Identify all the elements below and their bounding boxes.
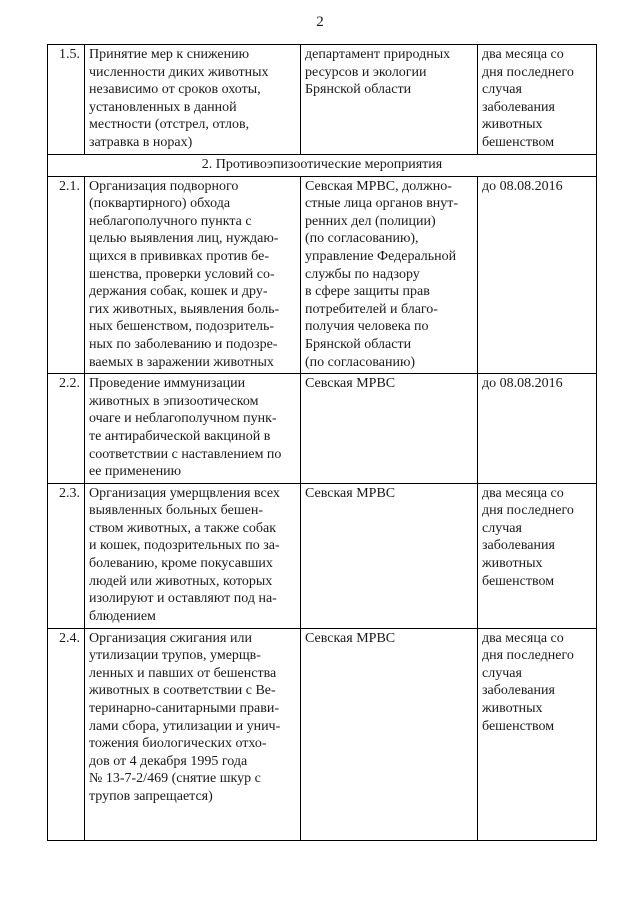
deadline-cell-line: бешенством: [482, 573, 555, 589]
row-number: 1.5.: [48, 45, 85, 155]
measure-cell-line: очаге и неблагополучном пунк-: [89, 411, 277, 427]
deadline-cell: [478, 374, 597, 484]
executor-cell-line: управление Федеральной: [305, 248, 457, 264]
deadline-cell-line: два месяца со: [482, 47, 564, 62]
measures-table-body: [48, 45, 597, 841]
measure-cell-line: ством животных, а также собак: [89, 520, 277, 536]
executor-cell-line: стные лица органов внут-: [305, 196, 459, 212]
executor-cell-line: Брянской области: [305, 336, 412, 352]
measure-cell-line: ее применению: [89, 464, 182, 480]
executor-cell-line: в сфере защиты прав: [305, 284, 430, 300]
measure-cell-line: животных в соответствии с Ве-: [89, 683, 276, 699]
deadline-cell: [478, 628, 597, 840]
executor-cell-line: (по согласованию): [305, 354, 416, 370]
measure-cell-line: животных в эпизоотическом: [89, 393, 259, 409]
deadline-cell: [478, 45, 597, 155]
executor-cell-line: Севская МРВС, должно-: [305, 178, 452, 194]
executor-cell-line: службы по надзору: [305, 266, 420, 282]
deadline-cell-line: животных: [482, 701, 543, 717]
measure-cell-line: и кошек, подозрительных по за-: [89, 538, 280, 554]
deadline-cell-line: дня последнего: [482, 503, 574, 519]
measure-cell-line: ных бешенством, подозритель-: [89, 319, 275, 335]
measure-cell-line: установленных в данной: [89, 99, 237, 115]
measure-cell-line: выявленных больных бешен-: [89, 503, 263, 519]
executor-cell: [301, 374, 478, 484]
measure-cell-line: дов от 4 декабря 1995 года: [89, 753, 248, 769]
measure-cell-line: ваемых в заражении животных: [89, 354, 274, 370]
measure-cell-line: Принятие мер к снижению: [89, 47, 250, 62]
executor-cell-line: Брянской области: [305, 82, 412, 98]
measure-cell: [85, 45, 301, 155]
row-number: 2.4.: [48, 628, 85, 840]
measure-cell-line: неблагополучного пункта с: [89, 213, 252, 229]
measure-cell-line: местности (отстрел, отлов,: [89, 117, 250, 133]
deadline-cell-line: случая: [482, 665, 522, 681]
deadline-cell-line: заболевания: [482, 683, 555, 699]
measure-cell-line: держания собак, кошек и дру-: [89, 284, 268, 300]
measure-cell-line: численности диких животных: [89, 64, 269, 80]
executor-cell-line: получия человека по: [305, 319, 429, 335]
executor-cell: [301, 483, 478, 628]
executor-cell-line: Севская МРВС: [305, 376, 396, 392]
measure-cell-line: ных по заболеванию и подозре-: [89, 336, 278, 352]
measure-cell-line: целью выявления лиц, нуждаю-: [89, 231, 279, 247]
executor-cell: [301, 628, 478, 840]
measure-cell-line: щихся в прививках против бе-: [89, 248, 269, 264]
executor-cell-line: департамент природных: [305, 47, 451, 62]
executor-cell: [301, 45, 478, 155]
measure-cell-line: ленных и павших от бешенства: [89, 665, 277, 681]
executor-cell-line: ренних дел (полиции): [305, 213, 436, 229]
measure-cell-line: № 13-7-2/469 (снятие шкур с: [89, 771, 261, 787]
measure-cell-line: тожения биологических отхо-: [89, 736, 267, 752]
measure-cell-line: (поквартирного) обхода: [89, 196, 231, 212]
measure-cell-line: те антирабической вакциной в: [89, 428, 271, 444]
deadline-cell-line: до 08.08.2016: [482, 376, 563, 392]
measure-cell-line: утилизации трупов, умерщв-: [89, 648, 261, 664]
deadline-cell-line: случая: [482, 82, 522, 98]
measure-cell: [85, 176, 301, 374]
row-number: 2.2.: [48, 374, 85, 484]
section-title: 2. Противоэпизоотические мероприятия: [48, 155, 597, 177]
row-number: 2.1.: [48, 176, 85, 374]
executor-cell-line: Севская МРВС: [305, 485, 396, 501]
executor-cell: [301, 176, 478, 374]
deadline-cell-line: заболевания: [482, 99, 555, 115]
deadline-cell-line: случая: [482, 520, 522, 536]
deadline-cell-line: дня последнего: [482, 64, 574, 80]
deadline-cell-line: бешенством: [482, 134, 555, 150]
deadline-cell: [478, 483, 597, 628]
measure-cell-line: блюдением: [89, 608, 156, 624]
table-row: [48, 628, 597, 840]
row-number: 2.3.: [48, 483, 85, 628]
measure-cell-line: теринарно-санитарными прави-: [89, 701, 279, 717]
measure-cell: [85, 483, 301, 628]
measure-cell-line: соответствии с наставлением по: [89, 446, 282, 462]
deadline-cell-line: животных: [482, 117, 543, 133]
measure-cell-line: шенства, проверки условий со-: [89, 266, 275, 282]
page-number: 2: [316, 14, 324, 30]
measure-cell-line: Проведение иммунизации: [89, 376, 246, 392]
deadline-cell-line: два месяца со: [482, 485, 564, 501]
executor-cell-line: (по согласованию),: [305, 231, 419, 247]
measure-cell: [85, 374, 301, 484]
executor-cell-line: Севская МРВС: [305, 630, 396, 646]
measure-cell-line: изолируют и оставляют под на-: [89, 591, 277, 607]
table-row: [48, 483, 597, 628]
deadline-cell: [478, 176, 597, 374]
section-header-row: [48, 155, 597, 177]
measure-cell-line: Организация умерщвления всех: [89, 485, 280, 501]
measure-cell-line: болеванию, кроме покусавших: [89, 556, 273, 572]
table-row: [48, 45, 597, 155]
table-row: [48, 374, 597, 484]
executor-cell-line: потребителей и благо-: [305, 301, 438, 317]
measure-cell-line: затравка в норах): [89, 134, 193, 150]
deadline-cell-line: дня последнего: [482, 648, 574, 664]
measure-cell-line: независимо от сроков охоты,: [89, 82, 261, 98]
measure-cell: [85, 628, 301, 840]
executor-cell-line: ресурсов и экологии: [305, 64, 427, 80]
deadline-cell-line: до 08.08.2016: [482, 178, 563, 194]
deadline-cell-line: животных: [482, 556, 543, 572]
measure-cell-line: людей или животных, которых: [89, 573, 273, 589]
deadline-cell-line: два месяца со: [482, 630, 564, 646]
deadline-cell-line: бешенством: [482, 718, 555, 734]
measure-cell-line: лами сбора, утилизации и унич-: [89, 718, 281, 734]
measure-cell-line: Организация сжигания или: [89, 630, 252, 646]
table-row: [48, 176, 597, 374]
deadline-cell-line: заболевания: [482, 538, 555, 554]
measure-cell-line: гих животных, выявления боль-: [89, 301, 280, 317]
measure-cell-line: Организация подворного: [89, 178, 239, 194]
measure-cell-line: трупов запрещается): [89, 789, 213, 805]
measures-table: [47, 44, 597, 841]
